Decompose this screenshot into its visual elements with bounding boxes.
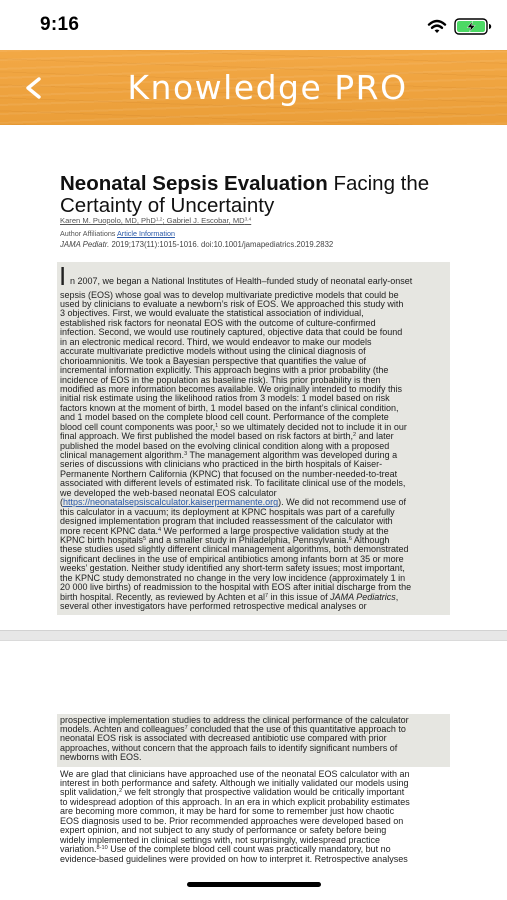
text-run: weeks’ gestation. Neither study identified any short-term safety issues; most important, (60, 563, 405, 574)
text-run: ). We did not recommend use of (278, 497, 407, 508)
author-info-row (60, 229, 175, 239)
text-run: We performed a large prospective validation study at the (161, 525, 389, 536)
text-run: EOS diagnosis used to be. Prior recommended approaches were developed based on (60, 815, 404, 826)
text-run: Permanente Northern California (KPNC) that focused on the number-needed-to-treat (60, 468, 398, 479)
text-run: 20 000 live births) of readmission to the hospital with EOS after initial discharge from the (60, 582, 412, 593)
text-run: this calculator in a vacuum; its deployment at KPNC hospitals was part of a carefully (60, 506, 395, 517)
text-run: we developed the web-based neonatal EOS calculator (60, 487, 277, 498)
citation-reference-link[interactable]: 7 (184, 725, 188, 732)
text-run: birth hospital. Recently, as reviewed by Achten et al (60, 591, 265, 602)
text-run: more recent KPNC data. (60, 525, 159, 536)
citation-journal: JAMA Pediatr. (60, 240, 110, 249)
citation-reference-link[interactable]: 1,2 (155, 216, 163, 222)
article-title-bold: Neonatal Sepsis Evaluation (60, 172, 328, 195)
line-text: n 2007, we began a National Institutes of Health–funded study of neonatal early-onset (70, 275, 413, 286)
citation-reference-link[interactable]: 3,4 (244, 216, 252, 222)
text-run: used by clinicians to evaluate a newborn’s risk of EOS. We approached this study with (60, 299, 404, 310)
text-run: expert opinion, and not subject to any study of performance or safety before being (60, 825, 387, 836)
text-run: and later (356, 431, 394, 442)
text-run: series of discussions with clinicians who practiced in the birth hospitals of Kaiser- (60, 459, 383, 470)
citation-reference-link[interactable]: 2 (119, 788, 123, 795)
article-title-line-2: Certainty of Uncertainty (60, 194, 275, 217)
text-run: newborns with EOS. (60, 752, 142, 763)
line-text (60, 753, 142, 762)
body-text-block (60, 291, 448, 612)
body-paragraph (60, 770, 448, 864)
wifi-icon (427, 19, 447, 34)
text-run: concluded that the use of this quantitative approach to (187, 724, 406, 735)
text-run: initial risk estimate using the likelihood ratios from 3 models: 1 model based on risk (60, 393, 390, 404)
text-run: incremental information explicitly. This approach begins with a prior probability (the (60, 365, 389, 376)
text-run: models. Achten and colleagues (60, 724, 185, 735)
citation-reference-link[interactable]: 8-10 (96, 845, 108, 852)
text-line (60, 855, 448, 864)
text-run: chorioamnionitis. We took a Bayesian perspective that quantifies the value of (60, 355, 367, 366)
text-run: to widespread adoption of this approach. In an era in which explicit probability estimates (60, 796, 410, 807)
highlighted-passage (57, 714, 450, 767)
text-run: associated with different levels of estimated risk. To facilitate clinical use of the models, (60, 478, 406, 489)
battery-charging-icon (454, 18, 492, 35)
home-indicator[interactable] (187, 882, 321, 887)
text-run: significant declines in the use of empirical antibiotics among infants born at 35 or more (60, 553, 404, 564)
text-run: evidence-based guidelines were provided on how to interpret it. Retrospective analyses (60, 853, 408, 864)
article-title (60, 173, 429, 217)
back-button[interactable] (20, 73, 48, 103)
text-run: infection. Second, we would use routinely captured, objective data that could be found (60, 327, 403, 338)
text-run: We are glad that clinicians have approached use of the neonatal EOS calculator with an (60, 768, 410, 779)
text-run: variation. (60, 844, 97, 855)
text-run: KPNC birth hospitals (60, 534, 144, 545)
citation-reference-link[interactable]: 5 (143, 536, 147, 543)
text-run: established risk factors for neonatal EOS with the outcome of culture-confirmed (60, 317, 376, 328)
text-run: and a smaller study in Philadelphia, Pennsylvania. (146, 534, 349, 545)
calculator-url-link[interactable]: https://neonatalsepsiscalculator.kaiserpermanente.org (63, 497, 279, 508)
highlighted-passage (57, 262, 450, 615)
text-run: sepsis (EOS) whose goal was to develop multivariate predictive models that could be (60, 289, 399, 300)
text-run: neonatal EOS risk is associated with decreased antibiotic use compared with prior (60, 733, 387, 744)
line-text (60, 602, 367, 611)
text-run: and 1 model based on the complete blood cell count. Performance of the complete (60, 412, 389, 423)
text-line (60, 753, 448, 762)
citation-reference-link[interactable]: 1 (215, 422, 219, 429)
text-run: 3 objectives. First, we would evaluate the statistical association of individual, (60, 308, 364, 319)
status-time: 9:16 (40, 14, 80, 35)
app-title: Knowledge PRO (127, 68, 408, 107)
text-run: Karen M. Puopolo, MD, PhD (60, 216, 156, 225)
body-text-block (60, 716, 448, 763)
text-run: designed implementation program that included reassessment of the calculator with (60, 516, 393, 527)
citation-details: 2019;173(11):1015-1016. doi:10.1001/jamapediatrics.2019.2832 (111, 240, 334, 249)
text-run: prospective implementation studies to address the clinical performance of the calculator (60, 714, 409, 725)
article-citation (60, 240, 333, 250)
text-run: split validation, (60, 787, 120, 798)
text-run: ( (60, 497, 63, 508)
text-line (70, 277, 448, 286)
citation-reference-link[interactable]: 7 (264, 592, 269, 599)
text-run: clinical management algorithm. (60, 450, 185, 461)
text-run: modified as more information becomes available. We originally intended to modify this (60, 383, 403, 394)
text-run: we felt strongly that prospective validation would be critically important (122, 787, 405, 798)
article-title-line-1 (60, 173, 429, 195)
text-run: incidence of EOS in the population as baseline risk). This prior probability is then (60, 374, 381, 385)
text-run: the KPNC study demonstrated no change in the very low incidence (approximately 1 in (60, 572, 406, 583)
text-run: in this issue of (268, 591, 331, 602)
author-affiliations-link[interactable]: Author Affiliations (60, 229, 116, 238)
text-run: widely implemented in clinical settings with, not surprisingly, widespread practice (60, 834, 380, 845)
text-run: are becoming more common, it may be hard for some to remember just how chaotic (60, 806, 395, 817)
chevron-left-icon (20, 73, 48, 103)
citation-reference-link[interactable]: 2 (353, 432, 357, 439)
line-text (60, 855, 408, 864)
text-run: so we ultimately decided not to include it in our (218, 421, 407, 432)
text-run: blood cell count components was poor, (60, 421, 216, 432)
text-run: The management algorithm was developed during a (187, 450, 398, 461)
text-run: interest in both performance and safety. Although we initially validated our models using (60, 778, 409, 789)
text-run: published the model based on the evolving clinical condition along with a proposed (60, 440, 390, 451)
text-run: approaches, without concern that the approach fails to identify significant numbers of (60, 742, 398, 753)
text-line (60, 602, 448, 611)
text-run: in an electronic medical record. Third, we would endeavor to make our models (60, 336, 372, 347)
status-bar (0, 0, 507, 50)
journal-title: JAMA Pediatrics (330, 591, 396, 602)
citation-reference-link[interactable]: 4 (158, 526, 162, 533)
text-run: factors known at the moment of birth, 1 model based on the infant’s clinical condition, (60, 402, 399, 413)
article-subtitle-part: Facing the (333, 172, 430, 195)
text-run: , (395, 591, 399, 602)
text-run: Although (351, 534, 390, 545)
page-break (0, 630, 507, 641)
article-information-link[interactable]: Article Information (117, 229, 175, 238)
text-run: Use of the complete blood cell count was practically mandatory, but no (107, 844, 391, 855)
drop-cap: I (59, 260, 67, 291)
text-run: several other investigators have performed retrospective medical analyses or (60, 601, 367, 612)
citation-reference-link[interactable]: 3 (184, 451, 188, 458)
text-run: accurate multivariate predictive models without using the clinical diagnosis of (60, 346, 366, 357)
citation-reference-link[interactable]: 6 (348, 536, 352, 543)
text-run: final approach. We first published the model based on risk factors at birth, (60, 431, 353, 442)
text-run: these studies used slightly different clinical management algorithms, both demonstrated (60, 544, 409, 555)
text-run: ; Gabriel J. Escobar, MD (162, 216, 245, 225)
author-list[interactable] (60, 216, 251, 226)
